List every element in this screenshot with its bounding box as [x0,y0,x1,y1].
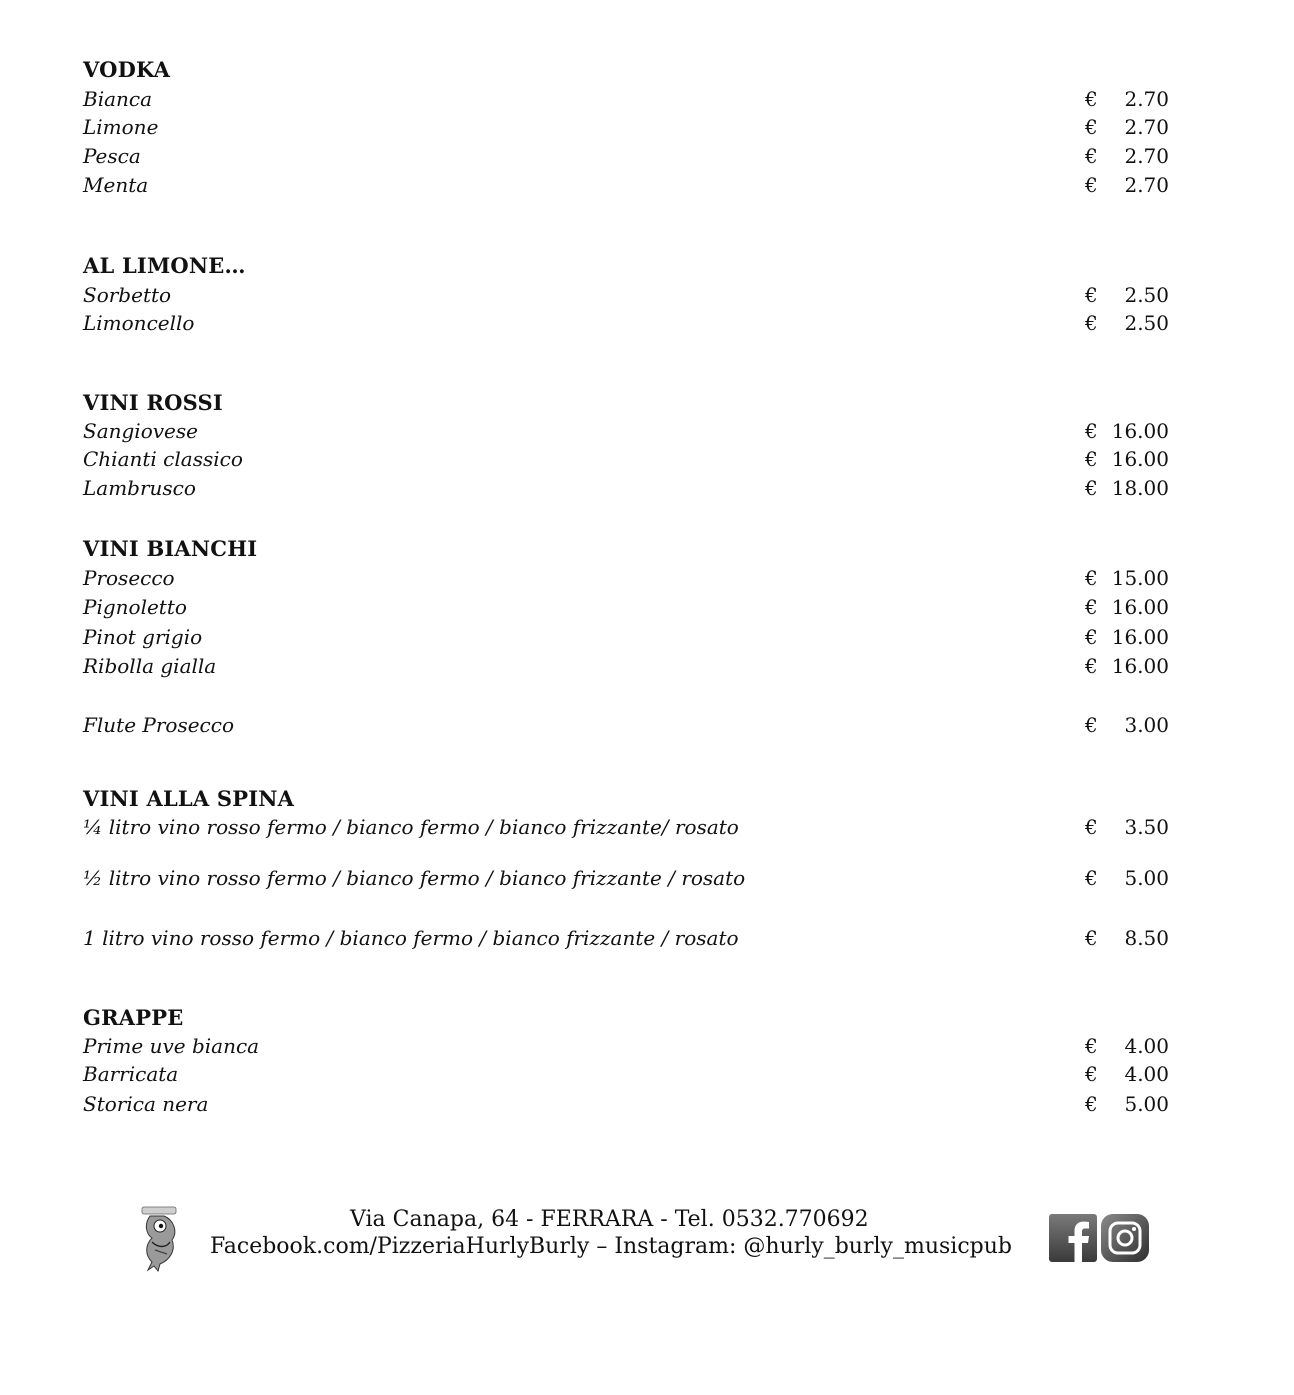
item-name: Ribolla gialla [83,654,217,678]
item-price: 8.50 [1124,926,1169,950]
item-currency: € [1085,283,1098,307]
footer-address: Via Canapa, 64 - FERRARA - Tel. 0532.770692 [350,1207,869,1232]
item-currency: € [1085,311,1098,335]
item-currency: € [1085,566,1098,590]
item-name: Sorbetto [83,283,172,307]
item-name: Barricata [83,1062,179,1086]
menu-item [83,652,1169,680]
menu-item [83,593,1169,621]
item-name: Pinot grigio [83,625,203,649]
item-price: 2.70 [1124,173,1169,197]
section-title-vini-alla-spina: VINI ALLA SPINA [83,786,295,811]
item-name: Prime uve bianca [83,1034,260,1058]
item-currency: € [1085,1062,1098,1086]
item-name: Menta [83,173,149,197]
item-currency: € [1085,713,1098,737]
item-price: 15.00 [1111,566,1169,590]
item-price: 16.00 [1111,625,1169,649]
menu-item [83,864,1169,892]
item-currency: € [1085,173,1098,197]
item-price: 2.50 [1124,311,1169,335]
item-currency: € [1085,476,1098,500]
menu-item [83,445,1169,473]
section-title-vini-bianchi: VINI BIANCHI [83,536,258,561]
menu-item [83,1032,1169,1060]
item-currency: € [1085,815,1098,839]
item-price: 2.70 [1124,115,1169,139]
instagram-icon[interactable] [1101,1214,1149,1262]
item-name: Pesca [83,144,141,168]
item-price: 16.00 [1111,654,1169,678]
item-currency: € [1085,1034,1098,1058]
item-currency: € [1085,926,1098,950]
item-currency: € [1085,419,1098,443]
item-currency: € [1085,1092,1098,1116]
item-price: 2.50 [1124,283,1169,307]
item-name: Prosecco [83,566,175,590]
section-title-grappe: GRAPPE [83,1005,184,1030]
menu-item [83,309,1169,337]
item-name: Bianca [83,87,153,111]
section-title-vodka: VODKA [83,57,171,82]
menu-item [83,85,1169,113]
menu-item [83,1090,1169,1118]
item-price: 5.00 [1124,866,1169,890]
menu-item [83,564,1169,592]
item-price: 2.70 [1124,144,1169,168]
item-price: 3.50 [1124,815,1169,839]
item-currency: € [1085,144,1098,168]
item-name: Limoncello [83,311,195,335]
menu-item [83,142,1169,170]
menu-item [83,1060,1169,1088]
item-currency: € [1085,595,1098,619]
item-currency: € [1085,87,1098,111]
item-currency: € [1085,625,1098,649]
menu-item [83,113,1169,141]
item-price: 2.70 [1124,87,1169,111]
menu-item [83,417,1169,445]
item-currency: € [1085,654,1098,678]
section-title-al-limone: AL LIMONE… [83,253,246,278]
footer-social-links: Facebook.com/PizzeriaHurlyBurly – Instagram: @hurly_burly_musicpub [210,1234,1012,1259]
facebook-icon[interactable] [1049,1214,1097,1262]
menu-item [83,171,1169,199]
item-currency: € [1085,115,1098,139]
item-name: Chianti classico [83,447,243,471]
item-name: ½ litro vino rosso fermo / bianco fermo / bianco frizzante / rosato [83,866,746,890]
item-currency: € [1085,447,1098,471]
item-name: Limone [83,115,159,139]
item-name: Storica nera [83,1092,209,1116]
item-price: 16.00 [1111,595,1169,619]
item-name: ¼ litro vino rosso fermo / bianco fermo / bianco frizzante/ rosato [83,815,739,839]
item-name: Sangiovese [83,419,198,443]
item-name: Flute Prosecco [83,713,234,737]
item-price: 4.00 [1124,1062,1169,1086]
item-name: Lambrusco [83,476,196,500]
item-currency: € [1085,866,1098,890]
item-name: Pignoletto [83,595,187,619]
menu-item [83,281,1169,309]
item-price: 5.00 [1124,1092,1169,1116]
item-price: 3.00 [1124,713,1169,737]
item-price: 16.00 [1111,419,1169,443]
menu-item [83,924,1169,952]
item-name: 1 litro vino rosso fermo / bianco fermo / bianco frizzante / rosato [83,926,739,950]
item-price: 18.00 [1111,476,1169,500]
pizzeria-mascot-logo-icon [140,1206,180,1272]
menu-item [83,474,1169,502]
menu-item [83,623,1169,651]
item-price: 16.00 [1111,447,1169,471]
section-title-vini-rossi: VINI ROSSI [83,390,223,415]
menu-item [83,813,1169,841]
item-price: 4.00 [1124,1034,1169,1058]
menu-item [83,711,1169,739]
